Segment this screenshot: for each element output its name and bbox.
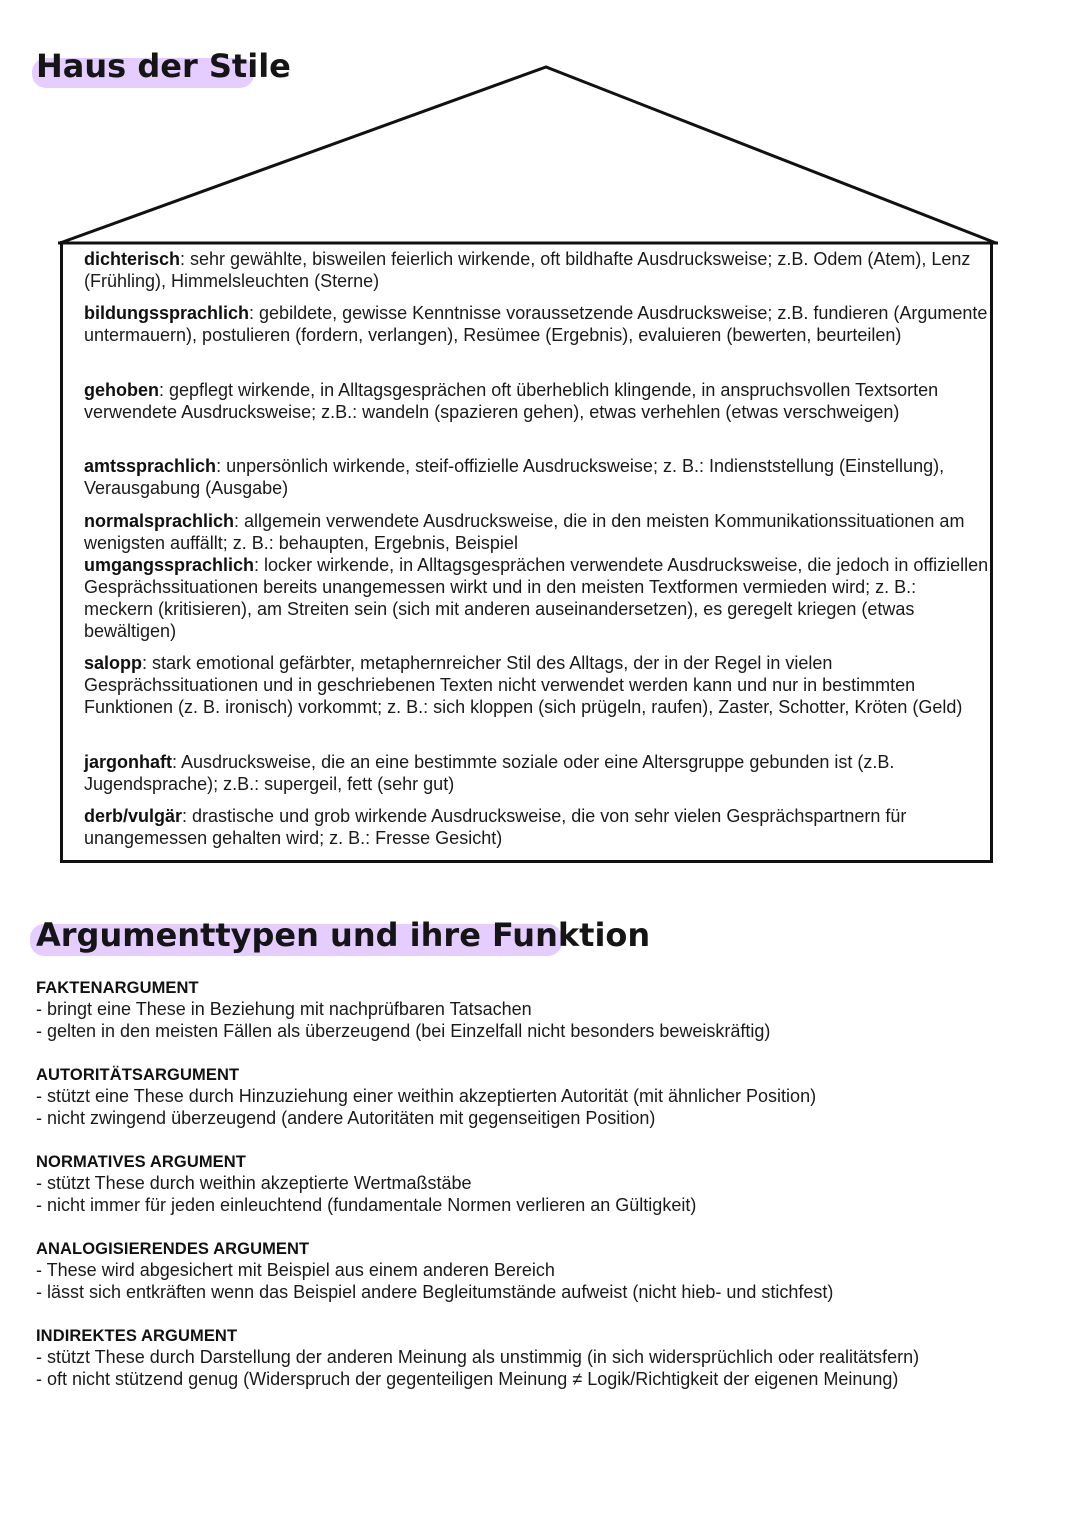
argument-point: - stützt These durch weithin akzeptierte Wertmaßstäbe [36, 1173, 472, 1193]
style-entry: normalsprachlich: allgemein verwendete Ausdrucksweise, die in den meisten Kommunikationssituationen am wenigsten auffällt; z. B.: behaupten, Ergebnis, Beispiel [84, 511, 965, 553]
arguments-title: Argumenttypen und ihre Funktion [36, 916, 651, 954]
style-entry: derb/vulgär: drastische und grob wirkende Ausdrucksweise, die von sehr vielen Gesprächspartnern für unangemessen gehalten wird; z. B.: Fresse Gesicht) [84, 806, 907, 848]
house-title: Haus der Stile [36, 47, 291, 85]
style-entry: bildungssprachlich: gebildete, gewisse Kenntnisse voraussetzende Ausdrucksweise; z.B. fundieren (Argumente untermauern), postulieren (fordern, verlangen), Resümee (Ergebnis), evaluieren (bewerten, beurteilen) [84, 303, 988, 345]
argument-type-name: NORMATIVES ARGUMENT [36, 1153, 246, 1171]
style-entry: dichterisch: sehr gewählte, bisweilen feierlich wirkende, oft bildhafte Ausdrucksweise; z.B. Odem (Atem), Lenz (Frühling), Himmelsleuchten (Sterne) [84, 249, 971, 291]
argument-type-name: FAKTENARGUMENT [36, 979, 199, 997]
style-entry: umgangssprachlich: locker wirkende, in Alltagsgesprächen verwendete Ausdrucksweise, die jedoch in offiziellen Gesprächssituationen bereits unangemessen wirkt und in den meisten Textformen vermieden wird; z. B.: meckern (kritisieren), am Streiten sein (sich mit anderen auseinandersetzen), es geregelt kriegen (etwas bewältigen) [84, 555, 989, 641]
argument-point: - bringt eine These in Beziehung mit nachprüfbaren Tatsachen [36, 999, 532, 1019]
argument-point: - stützt eine These durch Hinzuziehung einer weithin akzeptierten Autorität (mit ähnlicher Position) [36, 1086, 817, 1106]
argument-point: - gelten in den meisten Fällen als überzeugend (bei Einzelfall nicht besonders beweiskräftig) [36, 1021, 771, 1041]
style-entry: amtssprachlich: unpersönlich wirkende, steif-offizielle Ausdrucksweise; z. B.: Indienststellung (Einstellung), Verausgabung (Ausgabe) [84, 456, 945, 498]
argument-point: - lässt sich entkräften wenn das Beispiel andere Begleitumstände aufweist (nicht hieb- und stichfest) [36, 1282, 834, 1302]
argument-type-name: ANALOGISIERENDES ARGUMENT [36, 1240, 310, 1258]
argument-point: - oft nicht stützend genug (Widerspruch der gegenteiligen Meinung ≠ Logik/Richtigkeit der eigenen Meinung) [36, 1369, 899, 1389]
house-roof [0, 0, 1080, 250]
style-entry: jargonhaft: Ausdrucksweise, die an eine bestimmte soziale oder eine Altersgruppe gebunden ist (z.B. Jugendsprache); z.B.: supergeil, fett (sehr gut) [84, 752, 895, 794]
argument-point: - nicht zwingend überzeugend (andere Autoritäten mit gegenseitigen Position) [36, 1108, 656, 1128]
style-entry: salopp: stark emotional gefärbter, metaphernreicher Stil des Alltags, der in der Regel in vielen Gesprächssituationen und in geschriebenen Texten nicht verwendet werden kann und nur in bestimmten Funktionen (z. B. ironisch) vorkommt; z. B.: sich kloppen (sich prügeln, raufen), Zaster, Schotter, Kröten (Geld) [84, 653, 963, 717]
argument-type-name: AUTORITÄTSARGUMENT [36, 1066, 240, 1084]
style-entry: gehoben: gepflegt wirkende, in Alltagsgesprächen oft überheblich klingende, in anspruchsvollen Textsorten verwendete Ausdrucksweise; z.B.: wandeln (spazieren gehen), etwas verhehlen (etwas verschweigen) [84, 380, 939, 422]
argument-point: - stützt These durch Darstellung der anderen Meinung als unstimmig (in sich widersprüchlich oder realitätsfern) [36, 1347, 920, 1367]
argument-point: - These wird abgesichert mit Beispiel aus einem anderen Bereich [36, 1260, 555, 1280]
argument-point: - nicht immer für jeden einleuchtend (fundamentale Normen verlieren an Gültigkeit) [36, 1195, 697, 1215]
argument-type-name: INDIREKTES ARGUMENT [36, 1327, 238, 1345]
